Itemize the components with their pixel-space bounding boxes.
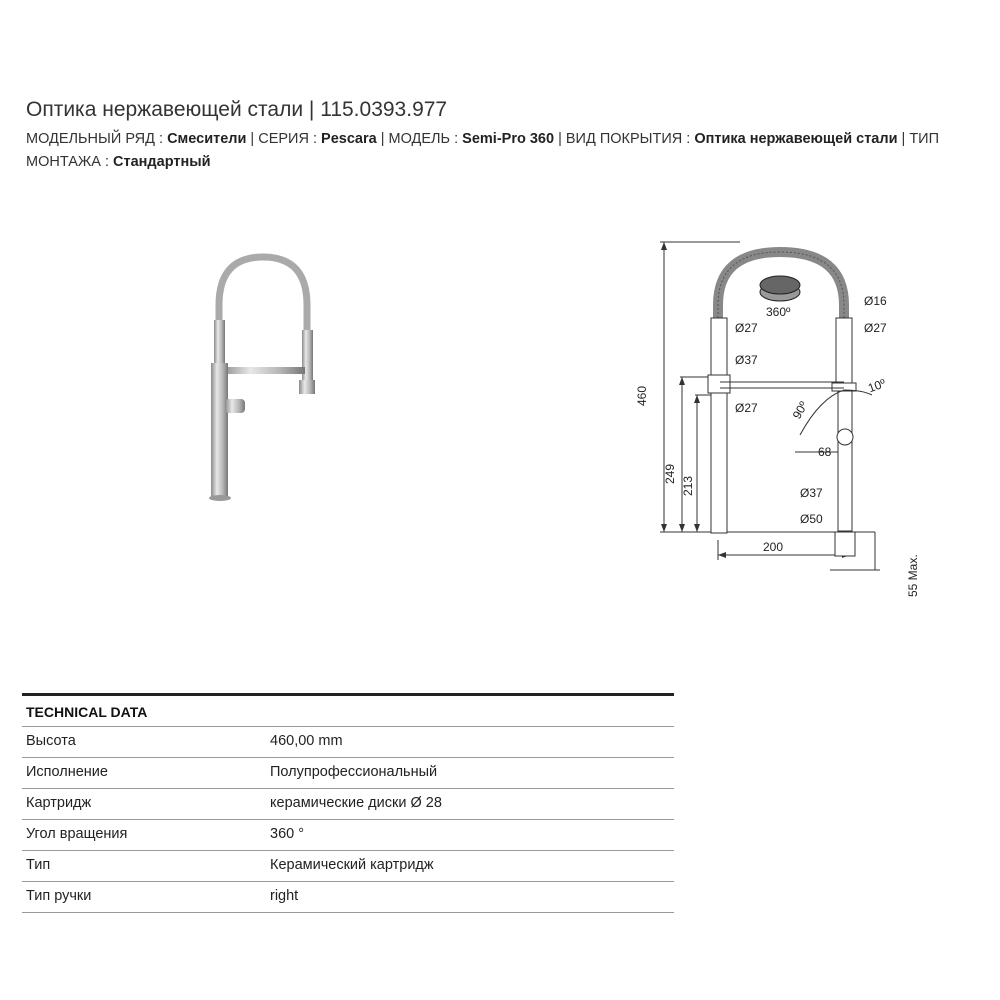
meta-value-model: Semi-Pro 360 (462, 131, 555, 147)
product-meta (26, 128, 1000, 174)
dim-d37-top: Ø37 (735, 353, 758, 367)
meta-label-series-line: МОДЕЛЬНЫЙ РЯД : (26, 131, 168, 147)
row-value: 360 ° (270, 826, 305, 842)
meta-label-series: | СЕРИЯ : (246, 131, 322, 147)
table-row (22, 850, 674, 881)
meta-value-mounting: Стандартный (113, 154, 211, 170)
row-label: Тип (26, 857, 51, 873)
page-title: Оптика нержавеющей стали | 115.0393.977 (26, 98, 448, 121)
meta-value-line: Смесители (167, 131, 247, 147)
dim-360: 360º (766, 305, 791, 319)
row-value: керамические диски Ø 28 (270, 795, 442, 811)
dim-200: 200 (763, 540, 784, 554)
row-value: right (270, 888, 299, 904)
table-row (22, 819, 674, 850)
dim-d50: Ø50 (800, 512, 823, 526)
row-label: Картридж (26, 795, 92, 811)
dim-55-max: 55 Max. (906, 554, 920, 597)
dim-249: 249 (663, 463, 677, 484)
dim-213: 213 (681, 475, 695, 496)
meta-label-mounting: | ТИП МОНТАЖА : (26, 131, 940, 170)
dim-68: 68 (818, 445, 832, 459)
meta-label-model: | МОДЕЛЬ : (376, 131, 463, 147)
row-label: Исполнение (26, 764, 108, 780)
table-row (22, 788, 674, 819)
table-row (22, 881, 674, 913)
row-value: Полупрофессиональный (270, 764, 438, 780)
dim-d37-base: Ø37 (800, 486, 823, 500)
row-value: 460,00 mm (270, 733, 343, 749)
faucet-photo (195, 245, 345, 510)
row-label: Угол вращения (26, 826, 128, 842)
meta-value-finish: Оптика нержавеющей стали (694, 131, 898, 147)
dimension-drawing (630, 230, 920, 610)
dim-10: 10º (866, 376, 888, 396)
dim-d27-low: Ø27 (735, 401, 758, 415)
dim-d27-right: Ø27 (864, 321, 887, 335)
row-label: Высота (26, 733, 76, 749)
dim-d27-left-top: Ø27 (735, 321, 758, 335)
meta-label-finish: | ВИД ПОКРЫТИЯ : (554, 131, 695, 147)
meta-value-series: Pescara (321, 131, 377, 147)
table-heading: TECHNICAL DATA (26, 704, 148, 720)
dim-90: 90º (789, 399, 811, 422)
table-row (22, 726, 674, 757)
dim-460: 460 (635, 385, 649, 406)
row-label: Тип ручки (26, 888, 92, 904)
technical-data-table (22, 693, 674, 913)
table-row (22, 757, 674, 788)
row-value: Керамический картридж (270, 857, 434, 873)
dim-d16: Ø16 (864, 294, 887, 308)
